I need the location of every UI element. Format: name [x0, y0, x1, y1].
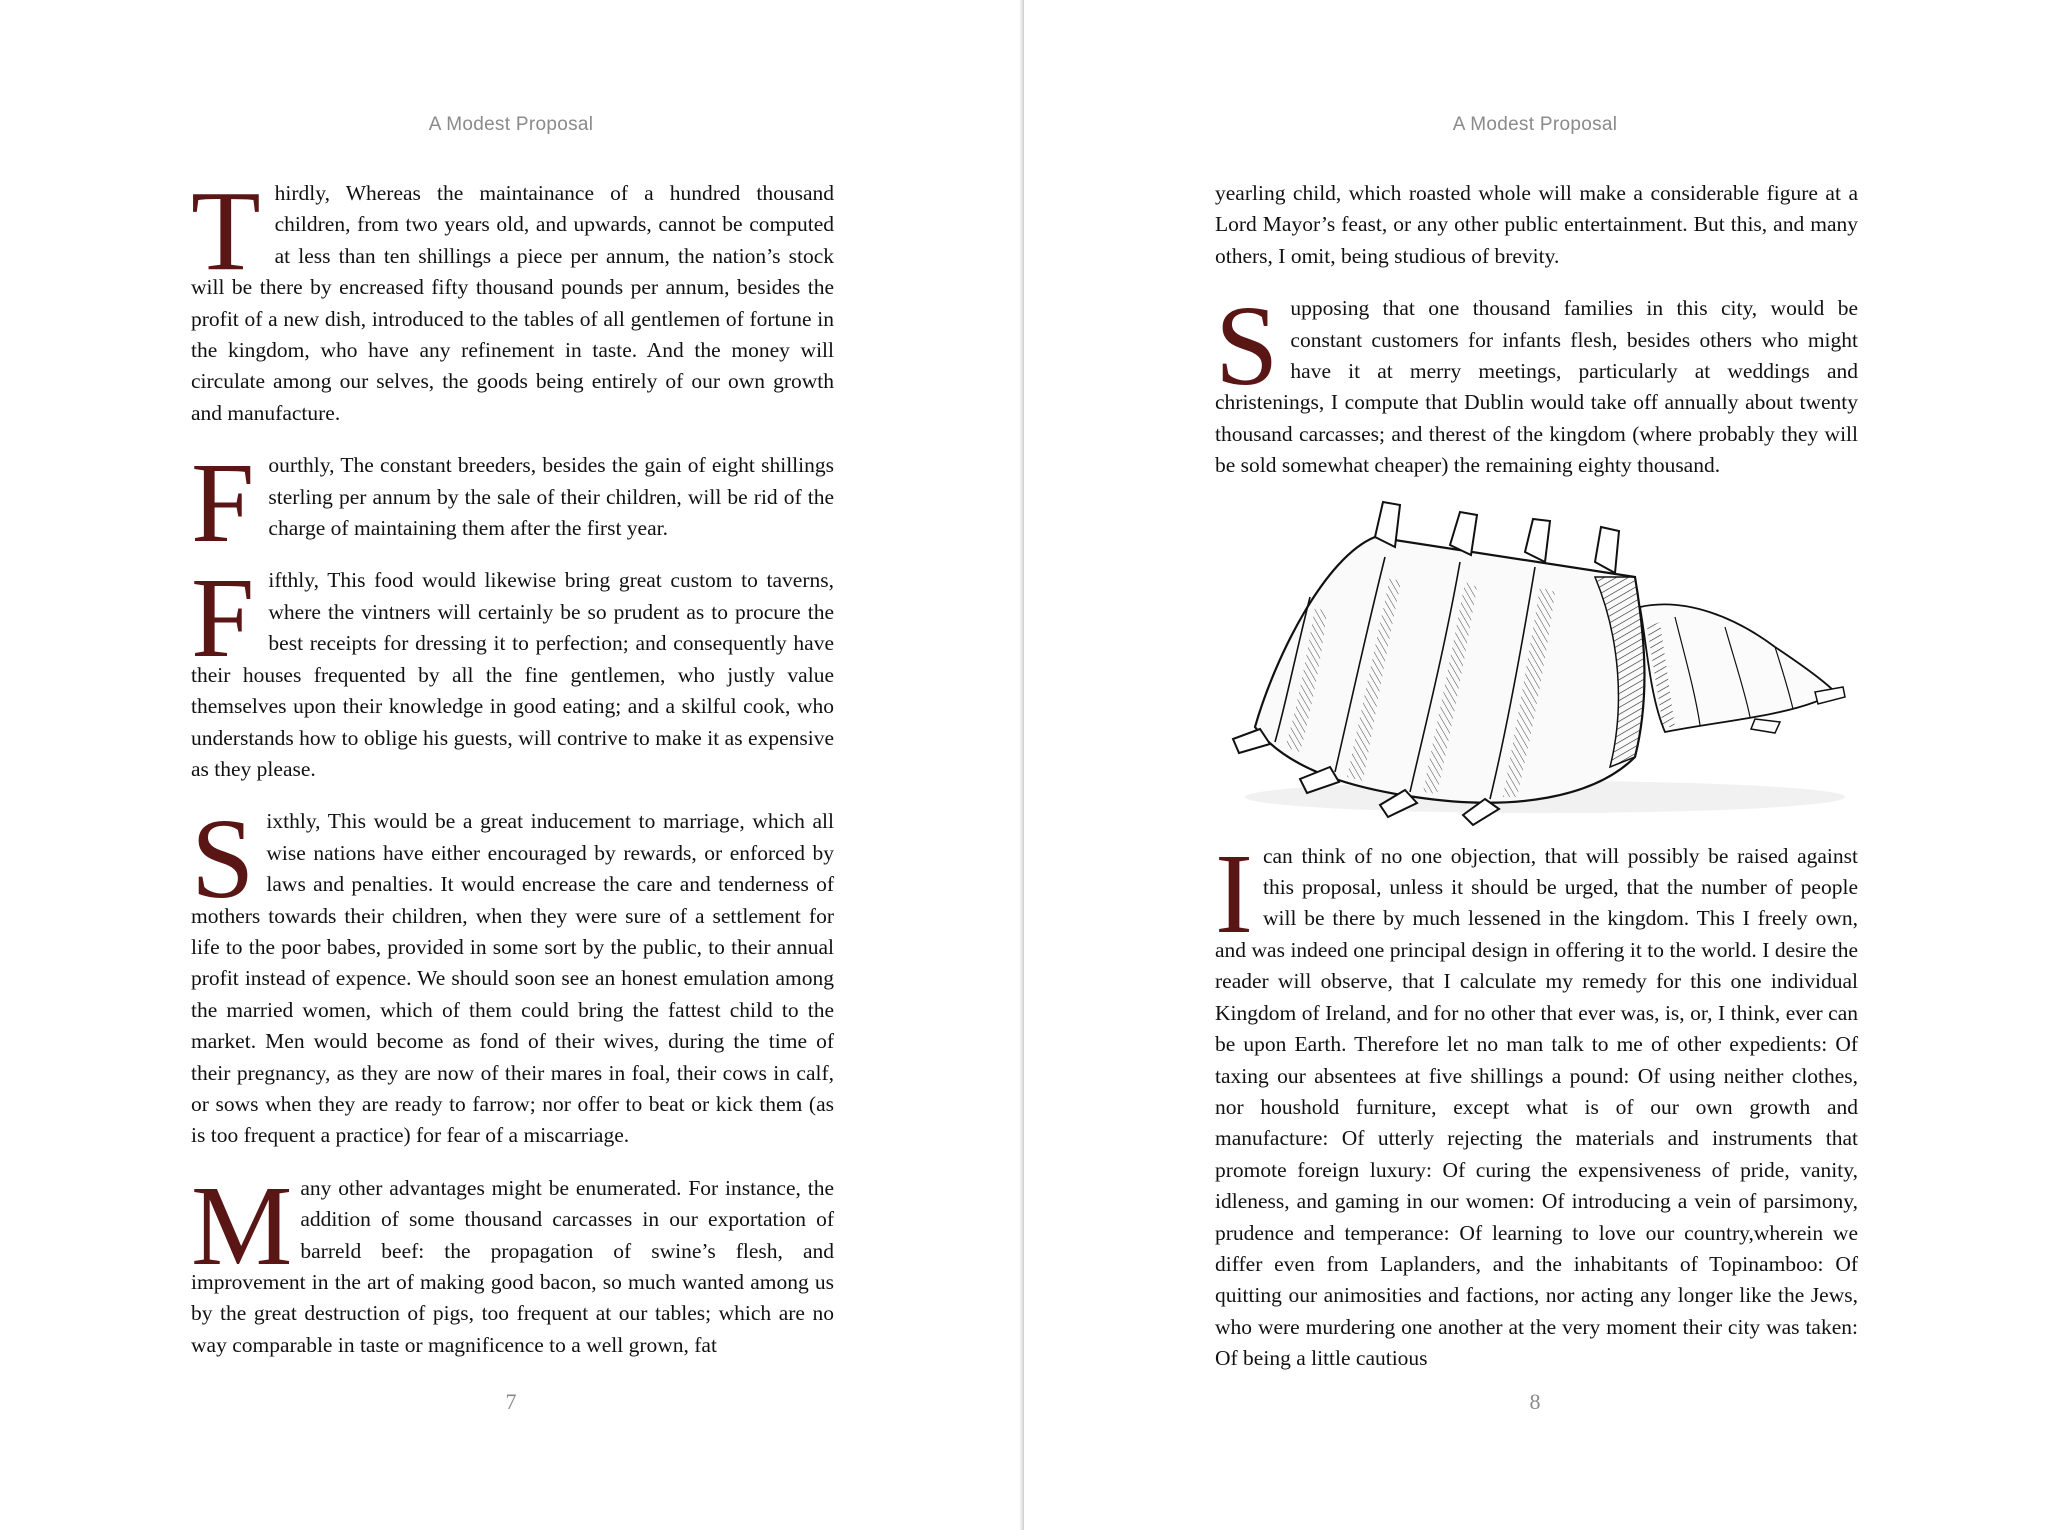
running-head-right: A Modest Proposal	[1452, 114, 1618, 135]
paragraph-text: upposing that one thousand families in this city, would be constant customers for infants flesh, besides others who might have it at merry meetings, particularly at weddings and christenings, I compute that Dublin would take off annually about twenty thousand carcasses; and therest of the kingdom (where probably they will be sold somewhat cheaper) the remaining eighty thousand.	[1215, 296, 1858, 478]
paragraph-text: can think of no one objection, that will possibly be raised against this proposal, unless it should be urged, that the number of people will be there by much lessened in the kingdom. This I freely own, and was indeed one principal design in offering it to the world. I desire the reader will observe, that I calculate my remedy for this one individual Kingdom of Ireland, and for no other that ever was, is, or, I think, ever can be upon Earth. Therefore let no man talk to me of other expedients: Of taxing our absentees at five shillings a pound: Of using neither clothes, nor houshold furniture, except what is of our own growth and manufacture: Of utterly rejecting the materials and instruments that promote foreign luxury: Of curing the expensiveness of pride, vanity, idleness, and gaming in our women: Of introducing a vein of parsimony, prudence and temperance: Of learning to love our country,wherein we differ even from Laplanders, and the inhabitants of Topinamboo: Of quitting our animosities and factions, nor acting any longer like the Jews, who were murdering one another at the very moment their city was taken: Of being a little cautious	[1215, 843, 1858, 1371]
drop-cap: S	[191, 795, 255, 923]
drop-cap: M	[191, 1161, 293, 1289]
paragraph	[191, 554, 834, 785]
paragraph-text: ourthly, The constant breeders, besides the gain of eight shillings sterling per annum by the sale of their children, will be rid of the charge of maintaining them after the first year.	[268, 453, 834, 541]
paragraph	[191, 795, 834, 1151]
paragraph-text: ixthly, This would be a great inducement to marriage, which all wise nations have either encouraged by rewards, or enforced by laws and penalties. It would encrease the care and tenderness of mothers towards their children, when they were sure of a settlement for life to the poor babes, provided in some sort by the public, to their annual profit instead of expence. We should soon see an honest emulation among the married women, which of them could bring the fattest child to the market. Men would become as fond of their wives, during the time of their pregnancy, as they are now of their mares in foal, their cows in calf, or sows when they are ready to farrow; nor offer to beat or kick them (as is too frequent a practice) for fear of a miscarriage.	[191, 809, 834, 1148]
drop-cap: F	[191, 439, 255, 567]
left-text-block	[191, 167, 834, 1382]
left-page[interactable]	[0, 0, 1022, 1530]
rack-of-ribs-engraving-icon	[1215, 497, 1858, 827]
drop-cap: S	[1215, 282, 1279, 410]
drop-cap: I	[1215, 829, 1253, 957]
right-text-block	[1215, 178, 1858, 1396]
drop-cap: T	[191, 167, 261, 294]
paragraph	[191, 1161, 834, 1361]
paragraph-text: ifthly, This food would likewise bring great custom to taverns, where the vintners will certainly be so prudent as to procure the best receipts for dressing it to perfection; and consequently have their houses frequented by all the fine gentlemen, who justly value themselves upon their knowledge in good eating; and a skilful cook, who understands how to oblige his guests, will contrive to make it as expensive as they please.	[191, 568, 834, 781]
paragraph	[191, 439, 834, 567]
paragraph	[191, 167, 834, 429]
drop-cap: F	[191, 554, 255, 682]
paragraph	[1215, 282, 1858, 481]
paragraph-text: any other advantages might be enumerated. For instance, the addition of some thousand carcasses in our exportation of barreld beef: the propagation of swine’s flesh, and improvement in the art of making good bacon, so much wanted among us by the great destruction of pigs, too frequent at our tables; which are no way comparable in taste or magnificence to a well grown, fat	[191, 1175, 834, 1357]
paragraph-continuation: yearling child, which roasted whole will make a considerable figure at a Lord Mayor’s feast, or any other public entertainment. But this, and many others, I omit, being studious of brevity.	[1215, 181, 1858, 268]
paragraph	[1215, 829, 1858, 1375]
right-page[interactable]	[1024, 0, 2046, 1530]
paragraph-text: hirdly, Whereas the maintainance of a hundred thousand children, from two years old, and upwards, cannot be computed at less than ten shillings a piece per annum, the nation’s stock will be there by encreased fifty thousand pounds per annum, besides the profit of a new dish, introduced to the tables of all gentlemen of fortune in the kingdom, who have any refinement in taste. And the money will circulate among our selves, the goods being entirely of our own growth and manufacture.	[191, 181, 834, 425]
running-head-left: A Modest Proposal	[428, 114, 594, 135]
page-number-right: 8	[1529, 1389, 1541, 1414]
page-number-left: 7	[505, 1389, 517, 1414]
